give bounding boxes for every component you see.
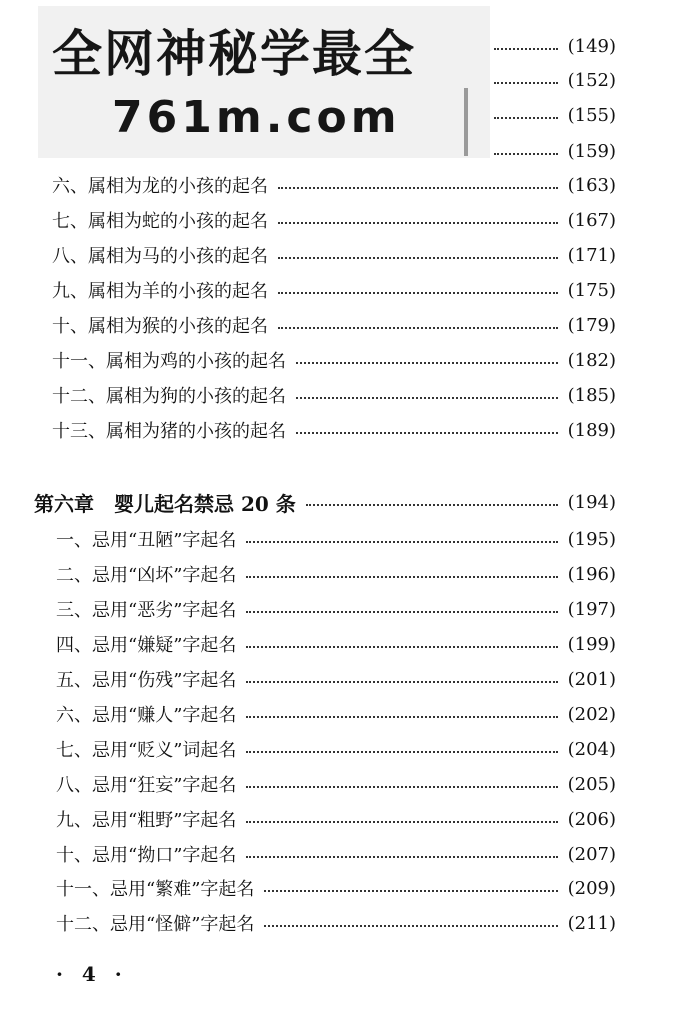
toc-entry[interactable] [56, 770, 616, 798]
toc-page: (199) [567, 633, 616, 655]
dot-leader [494, 82, 558, 84]
toc-row [494, 137, 616, 165]
dot-leader [246, 541, 557, 543]
toc-entry[interactable] [56, 630, 616, 658]
dot-leader [494, 48, 558, 50]
watermark-url: 761m.com [112, 92, 401, 143]
dot-leader [494, 117, 558, 119]
toc-entry[interactable] [56, 560, 616, 588]
toc-page: (167) [567, 209, 616, 231]
dot-leader [246, 821, 557, 823]
dot-leader [246, 786, 557, 788]
toc-entry[interactable] [56, 665, 616, 693]
toc-page: (179) [567, 314, 616, 336]
toc-entry[interactable] [52, 416, 616, 444]
dot-leader [246, 751, 557, 753]
toc-page: (171) [567, 244, 616, 266]
toc-entry[interactable] [52, 206, 616, 234]
toc-row [494, 101, 616, 129]
dot-leader [246, 716, 557, 718]
toc-title: 十二、属相为狗的小孩的起名 [52, 386, 286, 407]
dot-leader [246, 681, 557, 683]
toc-page: (163) [567, 174, 616, 196]
toc-title: 五、忌用“伤残”字起名 [56, 670, 237, 691]
dot-leader [296, 397, 558, 399]
toc-page: (152) [567, 69, 616, 91]
dot-leader [246, 856, 557, 858]
toc-title: 十三、属相为猪的小孩的起名 [52, 421, 286, 442]
dot-leader [278, 257, 558, 259]
toc-entry[interactable] [52, 381, 616, 409]
page-number: · 4 · [56, 962, 128, 986]
toc-page: (194) [567, 491, 616, 513]
watermark-title: 全网神秘学最全 [52, 25, 416, 83]
toc-page: (149) [567, 35, 616, 57]
dot-leader [264, 925, 557, 927]
toc-entry[interactable] [56, 805, 616, 833]
toc-entry[interactable] [56, 525, 616, 553]
toc-page: (182) [567, 349, 616, 371]
toc-entry[interactable] [56, 700, 616, 728]
watermark-divider [464, 88, 468, 156]
toc-chapter[interactable] [34, 488, 616, 516]
toc-title: 三、忌用“恶劣”字起名 [56, 600, 237, 621]
toc-row [494, 66, 616, 94]
toc-page: (202) [567, 703, 616, 725]
toc-entry[interactable] [56, 595, 616, 623]
toc-page: (205) [567, 773, 616, 795]
toc-entry[interactable] [52, 346, 616, 374]
toc-title: 一、忌用“丑陋”字起名 [56, 530, 237, 551]
dot-leader [246, 646, 557, 648]
toc-entry[interactable] [52, 311, 616, 339]
toc-page: (197) [567, 598, 616, 620]
toc-title: 九、属相为羊的小孩的起名 [52, 281, 268, 302]
toc-title: 六、属相为龙的小孩的起名 [52, 176, 268, 197]
chapter-title: 第六章 婴儿起名禁忌 20 条 [34, 491, 296, 516]
toc-page: (175) [567, 279, 616, 301]
toc-page: (206) [567, 808, 616, 830]
toc-page: (201) [567, 668, 616, 690]
dot-leader [296, 362, 558, 364]
toc-title: 八、忌用“狂妄”字起名 [56, 775, 237, 796]
toc-entry[interactable] [52, 276, 616, 304]
toc-page: (159) [567, 140, 616, 162]
toc-page: (185) [567, 384, 616, 406]
toc-entry[interactable] [56, 735, 616, 763]
toc-title: 九、忌用“粗野”字起名 [56, 810, 237, 831]
toc-page: (195) [567, 528, 616, 550]
toc-title: 七、忌用“贬义”词起名 [56, 740, 237, 761]
toc-title: 八、属相为马的小孩的起名 [52, 246, 268, 267]
toc-title: 七、属相为蛇的小孩的起名 [52, 211, 268, 232]
dot-leader [306, 504, 558, 506]
dot-leader [296, 432, 558, 434]
dot-leader [246, 611, 557, 613]
toc-title: 十一、属相为鸡的小孩的起名 [52, 351, 286, 372]
watermark-overlay [38, 6, 490, 158]
dot-leader [278, 327, 558, 329]
toc-entry[interactable] [52, 171, 616, 199]
dot-leader [278, 187, 558, 189]
dot-leader [278, 292, 558, 294]
toc-row [494, 32, 616, 60]
toc-entry[interactable] [56, 909, 616, 937]
dot-leader [278, 222, 558, 224]
toc-title: 十、忌用“拗口”字起名 [56, 845, 237, 866]
toc-title: 六、忌用“赚人”字起名 [56, 705, 237, 726]
toc-page: (189) [567, 419, 616, 441]
toc-title: 二、忌用“凶坏”字起名 [56, 565, 237, 586]
toc-page: (196) [567, 563, 616, 585]
toc-page: (204) [567, 738, 616, 760]
toc-page: (155) [567, 104, 616, 126]
toc-entry[interactable] [52, 241, 616, 269]
toc-title: 十二、忌用“怪僻”字起名 [56, 914, 255, 935]
toc-page: (207) [567, 843, 616, 865]
toc-page: (211) [567, 912, 616, 934]
dot-leader [264, 890, 557, 892]
toc-title: 十、属相为猴的小孩的起名 [52, 316, 268, 337]
toc-page: (209) [567, 877, 616, 899]
toc-title: 四、忌用“嫌疑”字起名 [56, 635, 237, 656]
toc-entry[interactable] [56, 840, 616, 868]
dot-leader [246, 576, 557, 578]
dot-leader [494, 153, 558, 155]
toc-title: 十一、忌用“繁难”字起名 [56, 879, 255, 900]
toc-entry[interactable] [56, 874, 616, 902]
